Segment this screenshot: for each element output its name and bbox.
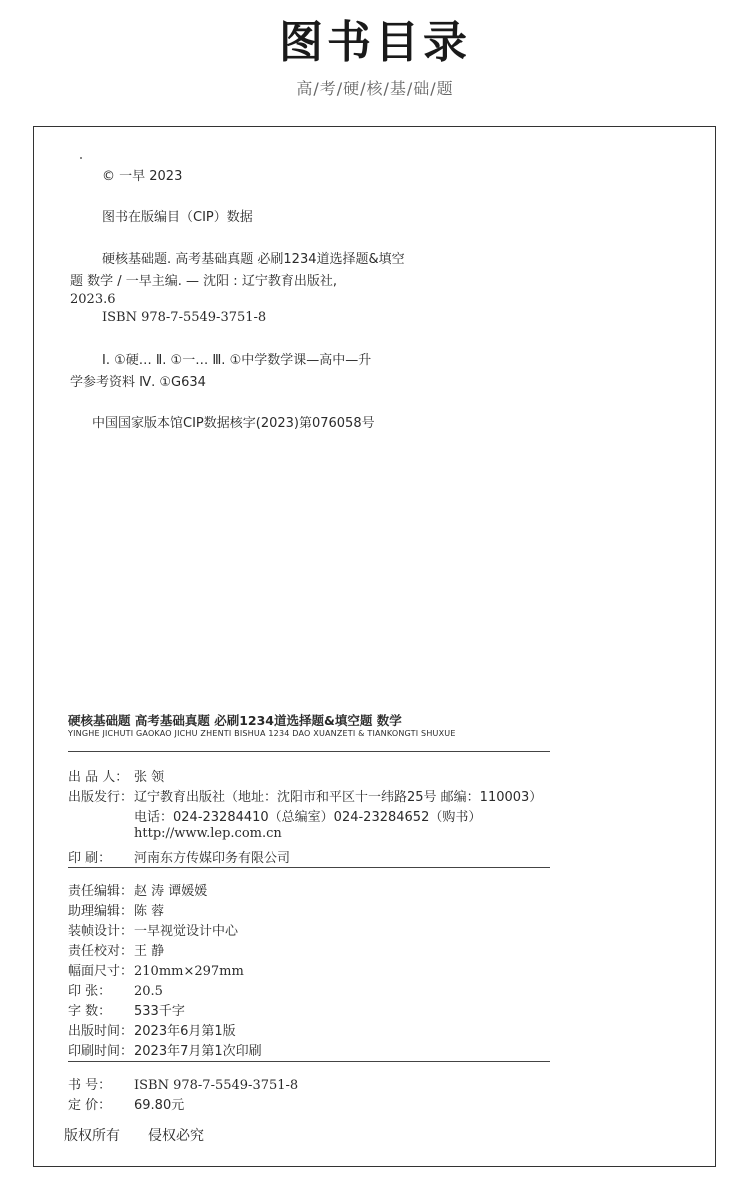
publisher-person: 张 领 [134, 770, 165, 785]
staff-label: 助理编辑： [68, 904, 134, 919]
distribution-row [68, 786, 542, 805]
cip-record-number: 中国国家版本馆CIP数据核字(2023)第076058号 [92, 416, 375, 431]
copyright-line: © 一早 2023 [102, 169, 183, 184]
cip-class-line1: Ⅰ. ①硬… Ⅱ. ①一… Ⅲ. ①中学数学课—高中—升 [102, 353, 372, 368]
staff-row [68, 940, 164, 959]
banner-title: 图书目录 [279, 17, 471, 68]
staff-label: 印刷时间： [68, 1044, 134, 1059]
publisher-person-row [68, 766, 164, 785]
distribution-label: 出版发行： [68, 790, 134, 805]
staff-value: 赵 涛 谭媛媛 [134, 884, 208, 899]
book-number: ISBN 978-7-5549-3751-8 [134, 1078, 299, 1093]
staff-value: 王 静 [134, 944, 165, 959]
staff-value: 533千字 [134, 1004, 185, 1019]
printer: 河南东方传媒印务有限公司 [134, 851, 291, 866]
distribution: 辽宁教育出版社（地址：沈阳市和平区十一纬路25号 邮编：110003） [134, 790, 543, 805]
cip-entry-line2: 题 数学 / 一早主编. — 沈阳 : 辽宁教育出版社, [70, 274, 337, 289]
divider [68, 1061, 550, 1062]
cip-isbn: ISBN 978-7-5549-3751-8 [102, 310, 267, 325]
publisher-person-label: 出 品 人： [68, 770, 129, 785]
rights-reserved: 版权所有 [64, 1128, 120, 1144]
staff-label: 字 数： [68, 1004, 112, 1019]
cip-entry-line1: 硬核基础题. 高考基础真题 必刷1234道选择题&填空 [102, 252, 405, 267]
cip-class-line2: 学参考资料 Ⅳ. ①G634 [70, 375, 206, 390]
cip-entry-line3: 2023.6 [70, 292, 116, 307]
staff-label: 幅面尺寸： [68, 964, 134, 979]
staff-label: 印 张： [68, 984, 112, 999]
staff-row [68, 900, 164, 919]
staff-value: 2023年7月第1次印刷 [134, 1044, 262, 1059]
staff-row [68, 1040, 262, 1059]
cip-heading: 图书在版编目（CIP）数据 [102, 210, 253, 225]
banner-subtitle: 高/考/硬/核/基/础/题 [296, 79, 454, 98]
print-label: 印 刷： [68, 851, 112, 866]
staff-value: 一早视觉设计中心 [134, 924, 239, 939]
staff-row [68, 1020, 236, 1039]
staff-value: 20.5 [134, 984, 163, 999]
book-title-en: YINGHE JICHUTI GAOKAO JICHU ZHENTI BISHUA 1234 DAO XUANZETI & TIANKONGTI SHUXUE [68, 729, 456, 738]
price-row [68, 1094, 184, 1113]
divider [68, 751, 550, 752]
publisher-website: http://www.lep.com.cn [134, 826, 282, 841]
rights-row [64, 1125, 204, 1145]
staff-row [68, 980, 163, 999]
staff-value: 2023年6月第1版 [134, 1024, 236, 1039]
price-label: 定 价： [68, 1098, 112, 1113]
copyright-page [33, 126, 716, 1167]
staff-row [68, 1000, 185, 1019]
book-title-cn: 硬核基础题 高考基础真题 必刷1234道选择题&填空题 数学 [68, 713, 402, 728]
staff-row [68, 880, 207, 899]
rights-piracy: 侵权必究 [148, 1128, 204, 1144]
staff-label: 出版时间： [68, 1024, 134, 1039]
staff-row [68, 960, 244, 979]
book-number-label: 书 号： [68, 1078, 112, 1093]
staff-label: 责任编辑： [68, 884, 134, 899]
staff-value: 210mm×297mm [134, 964, 244, 979]
staff-row [68, 920, 238, 939]
scan-speck [80, 157, 82, 159]
price: 69.80元 [134, 1098, 185, 1113]
staff-value: 陈 蓉 [134, 904, 165, 919]
print-row [68, 847, 290, 866]
staff-label: 责任校对： [68, 944, 134, 959]
publisher-phone: 电话：024-23284410（总编室）024-23284652（购书） [134, 810, 482, 825]
staff-label: 装帧设计： [68, 924, 134, 939]
divider [68, 867, 550, 868]
book-number-row [68, 1074, 298, 1093]
